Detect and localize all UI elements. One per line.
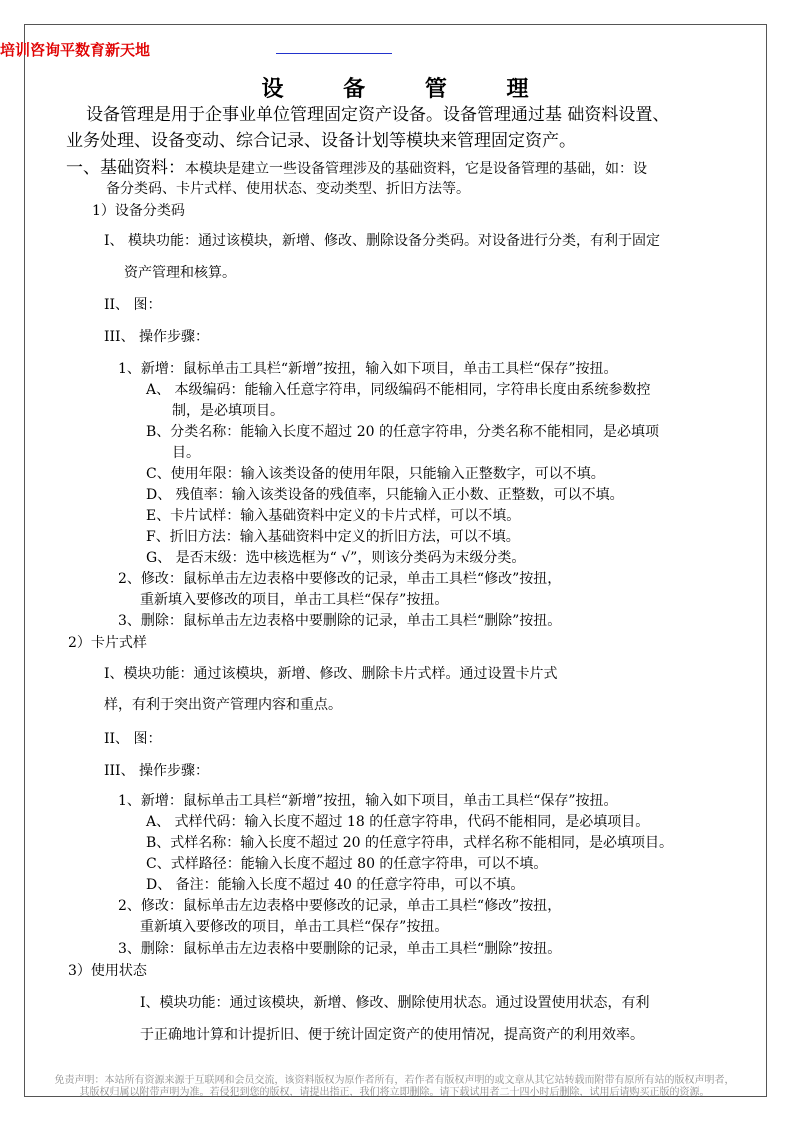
sub2-heading: 2）卡片式样: [68, 635, 147, 651]
sub1-modify-2: 重新填入要修改的项目，单击工具栏“保存”按扭。: [140, 592, 449, 608]
intro-line-1: 设备管理是用于企事业单位管理固定资产设备。设备管理通过基 础资料设置、: [86, 105, 670, 125]
sub1-item-a-2: 制，是必填项目。: [172, 403, 284, 419]
sub1-add: 1、新增：鼠标单击工具栏“新增”按扭，输入如下项目，单击工具栏“保存”按扭。: [118, 361, 618, 377]
sub2-delete: 3、删除：鼠标单击左边表格中要删除的记录，单击工具栏“删除”按扭。: [118, 941, 562, 957]
sub1-item-e: E、卡片试样：输入基础资料中定义的卡片式样，可以不填。: [146, 508, 521, 524]
sub2-item-a: A、 式样代码：输入长度不超过 18 的任意字符串，代码不能相同，是必填项目。: [146, 814, 650, 830]
sub1-fig: II、 图：: [104, 297, 162, 313]
disclaimer: [24, 1075, 765, 1099]
sub3-func-2: 于正确地计算和计提折旧、便于统计固定资产的使用情况，提高资产的利用效率。: [140, 1027, 644, 1043]
sub2-func-1: I、模块功能：通过该模块，新增、修改、删除卡片式样。通过设置卡片式: [104, 666, 558, 682]
sub1-modify: 2、修改：鼠标单击左边表格中要修改的记录，单击工具栏“修改”按扭，: [118, 571, 562, 587]
sub1-item-c: C、使用年限：输入该类设备的使用年限，只能输入正整数字，可以不填。: [146, 466, 605, 482]
page-title: 设 备 管 理: [261, 76, 555, 102]
sub3-func-1: I、模块功能：通过该模块，新增、修改、删除使用状态。通过设置使用状态，有利: [140, 995, 650, 1011]
sub2-item-b: B、式样名称：输入长度不超过 20 的任意字符串，式样名称不能相同，是必填项目。: [146, 835, 674, 851]
section-1-desc: 本模块是建立一些设备管理涉及的基础资料，它是设备管理的基础，如：设: [185, 161, 647, 177]
sub1-heading: 1）设备分类码: [92, 203, 185, 219]
section-1-desc-2: 备分类码、卡片式样、使用状态、变动类型、折旧方法等。: [106, 181, 470, 197]
sub2-modify: 2、修改：鼠标单击左边表格中要修改的记录，单击工具栏“修改”按扭，: [118, 898, 562, 914]
section-1-heading: 一、基础资料：: [66, 158, 185, 178]
brand-text: 培训咨询平数育新天地: [0, 41, 151, 59]
disclaimer-line-2: 其版权归属以附带声明为准。若侵犯到您的版权，请提出指正，我们将立即删除。请下载试用者二十四小时后删除，试用后请购买正版的资源。: [79, 1087, 710, 1098]
sub2-fig: II、 图：: [104, 731, 162, 747]
sub2-steps: III、 操作步骤：: [104, 763, 210, 779]
sub1-func-1: I、 模块功能：通过该模块，新增、修改、删除设备分类码。对设备进行分类，有利于固定: [104, 233, 660, 249]
sub2-modify-2: 重新填入要修改的项目，单击工具栏“保存”按扭。: [140, 919, 449, 935]
disclaimer-line-1: 免责声明：本站所有资源来源于互联网和会员交流，该资料版权为原作者所有，若作者有版权声明的或文章从其它站转载而附带有原所有站的版权声明者，: [54, 1075, 735, 1086]
sub3-heading: 3）使用状态: [68, 963, 147, 979]
header-rule: [276, 53, 392, 54]
sub1-func-2: 资产管理和核算。: [124, 265, 236, 281]
sub2-item-c: C、式样路径：能输入长度不超过 80 的任意字符串，可以不填。: [146, 856, 548, 872]
sub2-item-d: D、 备注：能输入长度不超过 40 的任意字符串，可以不填。: [146, 877, 525, 893]
section-1-line: [66, 153, 647, 178]
sub1-item-d: D、 残值率：输入该类设备的残值率，只能输入正小数、正整数，可以不填。: [146, 487, 624, 503]
sub1-item-a: A、 本级编码：能输入任意字符串，同级编码不能相同，字符串长度由系统参数控: [146, 382, 651, 398]
sub1-item-b-2: 目。: [172, 445, 200, 461]
sub1-item-b: B、分类名称：能输入长度不超过 20 的任意字符串，分类名称不能相同，是必填项: [146, 424, 660, 440]
intro-line-2: 业务处理、设备变动、综合记录、设备计划等模块来管理固定资产。: [66, 131, 576, 151]
sub2-add: 1、新增：鼠标单击工具栏“新增”按扭，输入如下项目，单击工具栏“保存”按扭。: [118, 793, 618, 809]
sub1-item-g: G、 是否末级：选中核选框为“ √”，则该分类码为末级分类。: [146, 550, 526, 566]
sub1-steps: III、 操作步骤：: [104, 329, 210, 345]
sub2-func-2: 样，有利于突出资产管理内容和重点。: [104, 697, 342, 713]
sub1-delete: 3、删除：鼠标单击左边表格中要删除的记录，单击工具栏“删除”按扭。: [118, 613, 562, 629]
sub1-item-f: F、折旧方法：输入基础资料中定义的折旧方法，可以不填。: [146, 529, 520, 545]
